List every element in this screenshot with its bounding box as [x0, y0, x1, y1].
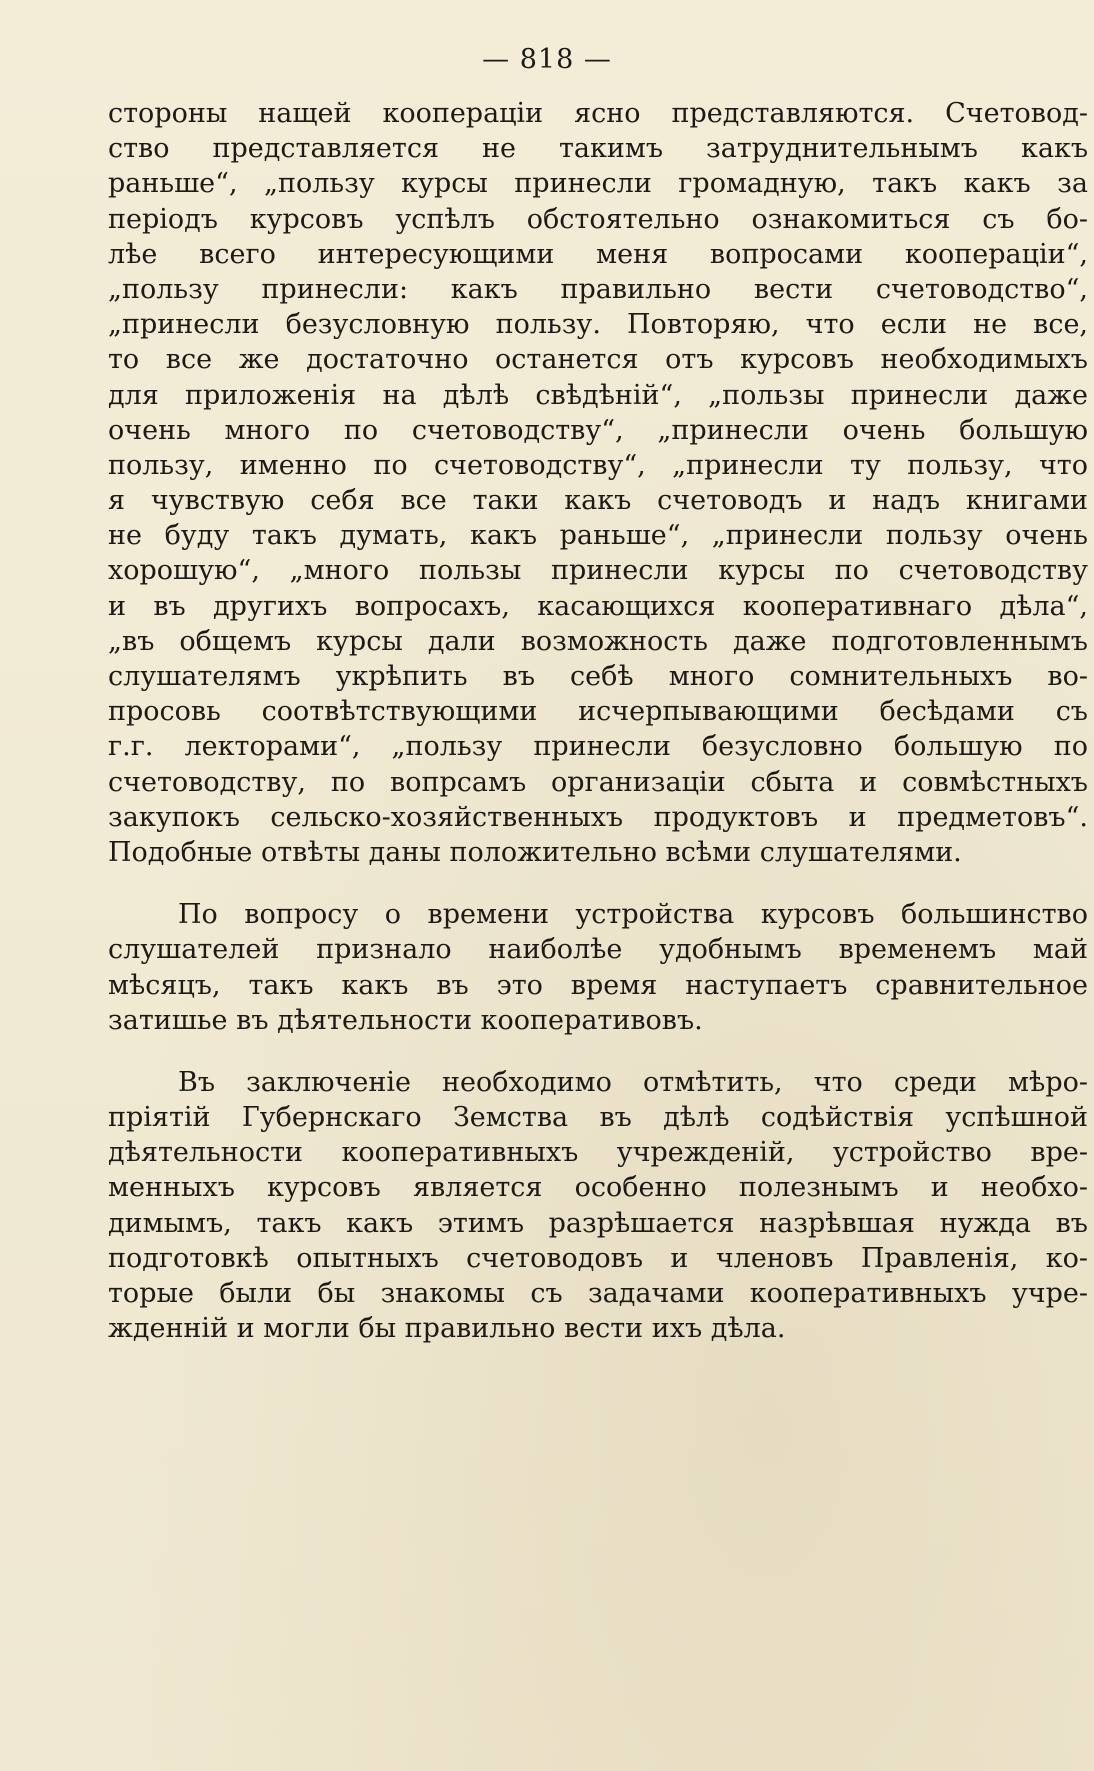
text-line: мѣсяцъ, такъ какъ въ это время наступаетъ сравнительное [108, 969, 1088, 1001]
page-number: — 818 — [482, 44, 612, 75]
text-line: слушателей признало наиболѣе удобнымъ временемъ май [108, 934, 1088, 966]
text-line: „принесли безусловную пользу. Повторяю, что если не все, [108, 309, 1088, 341]
paragraph-2 [108, 897, 1088, 1038]
text-line: не буду такъ думать, какъ раньше“, „принесли пользу очень [108, 520, 1088, 552]
text-line: ство представляется не такимъ затруднительнымъ какъ [108, 133, 1088, 165]
text-line: „въ общемъ курсы дали возможность даже подготовленнымъ [108, 625, 1088, 657]
paragraph-3 [108, 1065, 1088, 1347]
text-line: періодъ курсовъ успѣлъ обстоятельно ознакомиться съ бо- [108, 203, 1088, 235]
text-line: хорошую“, „много пользы принесли курсы по счетоводству [108, 555, 1088, 587]
text-line: Подобные отвѣты даны положительно всѣми слушателями. [108, 836, 962, 868]
text-line: торые были бы знакомы съ задачами кооперативныхъ учре- [108, 1278, 1088, 1309]
text-line: затишье въ дѣятельности кооперативовъ. [108, 1004, 703, 1036]
text-line: и въ другихъ вопросахъ, касающихся кооперативнаго дѣла“, [108, 590, 1088, 622]
text-line: очень много по счетоводству“, „принесли очень большую [108, 414, 1088, 446]
body-text [108, 96, 1088, 1346]
text-line: жденній и могли бы правильно вести ихъ дѣла. [108, 1313, 786, 1345]
text-line: закупокъ сельско-хозяйственныхъ продуктовъ и предметовъ“. [108, 801, 1088, 833]
text-line: счетоводству, по вопрсамъ организаціи сбыта и совмѣстныхъ [108, 766, 1088, 798]
text-line: просовь соотвѣтствующими исчерпывающими бесѣдами съ [108, 696, 1088, 728]
text-line: дѣятельности кооперативныхъ учрежденій, устройство вре- [108, 1137, 1088, 1169]
paragraph-gap [108, 870, 1088, 897]
text-line: для приложенія на дѣлѣ свѣдѣній“, „пользы принесли даже [108, 379, 1088, 411]
text-line: то все же достаточно останется отъ курсовъ необходимыхъ [108, 344, 1088, 376]
text-line: Въ заключеніе необходимо отмѣтить, что среди мѣро- [178, 1066, 1088, 1098]
text-line: По вопросу о времени устройства курсовъ большинство [178, 899, 1088, 931]
text-line: я чувствую себя все таки какъ счетоводъ и надъ книгами [108, 485, 1088, 517]
paragraph-1 [108, 96, 1088, 870]
text-line: пользу, именно по счетоводству“, „принесли ту пользу, что [108, 449, 1088, 481]
text-line: слушателямъ укрѣпить въ себѣ много сомнительныхъ во- [108, 661, 1088, 692]
text-line: димымъ, такъ какъ этимъ разрѣшается назрѣвшая нужда въ [108, 1207, 1088, 1239]
text-line: стороны нащей коопераціи ясно представляются. Счетовод- [108, 98, 1088, 129]
paragraph-gap [108, 1038, 1088, 1065]
text-line: г.г. лекторами“, „пользу принесли безусловно большую по [108, 731, 1088, 763]
text-line: менныхъ курсовъ является особенно полезнымъ и необхо- [108, 1172, 1088, 1204]
text-line: подготовкѣ опытныхъ счетоводовъ и членовъ Правленія, ко- [108, 1242, 1088, 1274]
text-line: „пользу принесли: какъ правильно вести счетоводство“, [108, 273, 1088, 305]
text-line: лѣе всего интересующими меня вопросами коопераціи“, [108, 238, 1088, 270]
text-line: пріятій Губернскаго Земства въ дѣлѣ содѣйствія успѣшной [108, 1102, 1088, 1134]
text-line: раньше“, „пользу курсы принесли громадную, такъ какъ за [108, 168, 1088, 200]
